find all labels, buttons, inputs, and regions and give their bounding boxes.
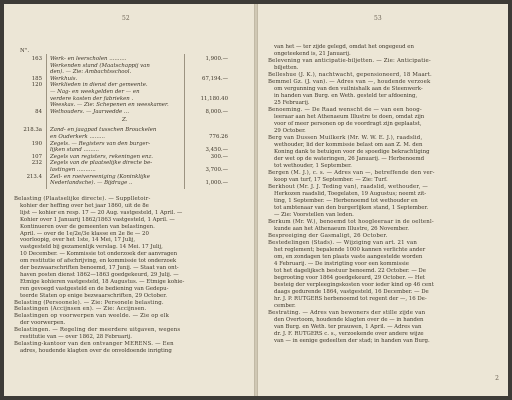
row-amount: 8,000.— [205, 108, 228, 115]
entry-line: vastgesteld bij gezamenlijk verslag. 14 Mei. 17 Julij, [20, 244, 163, 251]
page-number-left: 52 [122, 15, 130, 22]
entry-line: van het — ter zijde gelegd, omdat het ongegeud en [274, 44, 414, 50]
entry-line: Kontinueren over de gemeenten van belastingen. [20, 223, 155, 230]
entry-line: besteig der verpleegingskosten voor ieder kind op 46 cent [274, 282, 434, 288]
entry-line: haven posten dienst 1862—1863 goedgekeurd, 29 Julij. — [20, 271, 179, 278]
entry-line: Belasting-kantoor van den ontvanger MERENS. — Een [14, 340, 174, 347]
entry-line: van — in eenige gedeelten der stad; in handen van Burg. [274, 338, 430, 344]
section-letter: Z. [122, 117, 128, 124]
entry-line: Bemmel Gz. (J. van). — Adres van —, houdende verzoek [268, 79, 431, 85]
entry-line: ongeteekend is, 21 Januarij. [274, 51, 351, 57]
row-amount: 776.26 [209, 134, 228, 140]
entry-line: Belastingen (Accijnsen en). — Zie: Accijnsen. [14, 306, 147, 313]
entry-line: wethouder, lid der kommissie belast om aan Z. M. den [274, 142, 423, 148]
left-page [4, 4, 254, 396]
row-description: lastingen ........... [50, 167, 96, 173]
entry-line: Herkozen raadslid, Toegelaten, 19 Augustus; neemt zit- [274, 191, 427, 197]
entry-line: 29 October. [274, 128, 306, 134]
row-description: den). — Zie: Ambachtsschool. [50, 69, 132, 76]
row-description: Werkhuis. [50, 75, 78, 82]
entry-line: kohier der heffing over het jaar 1860, uit de 8e [20, 202, 149, 209]
entry-line: Berkum (Mr. W.), benoemd tot hoogleeraar in de oeltenl- [268, 219, 434, 225]
row-amount: 300.— [210, 153, 228, 160]
row-description: Weeskas. — Zie: Schepenen en weeskamer. [50, 102, 169, 109]
entry-line: Berg van Dussen Muilkerk (Mr. W. W. E. J.), raadslid, [268, 135, 423, 141]
entry-line: adres, houdende klagten over de onvoldoende inrigting [20, 347, 172, 354]
entry-line: Benoeming. — De Raad wenscht de — van een hoog- [268, 107, 422, 113]
row-number: 213.4 [26, 173, 42, 180]
entry-line: dr. J. F. RUTGERS c. s., verzoekende over andere wijze [274, 331, 424, 337]
entry-line: lijst — kohier en resp. 17 — 20 Aug. vastgesteld, 1 April. — [20, 209, 183, 216]
entry-line: Kohier over 1 Januarij 1862/1863 vastgesteld, 1 April. — [20, 216, 175, 223]
row-description: Zegels van de plaatselijke directe be- [50, 160, 153, 167]
row-amount: 3,700.— [205, 167, 228, 173]
entry-line: om, en zondagen ten plaats vaste aangestelde worden [274, 254, 423, 260]
entry-line: van Burg. en Weth. ter prauwen, 1 April. — Adres van [274, 324, 422, 330]
table-rule [184, 54, 185, 189]
entry-line: Belevening van anticipatie-biljetten. — Zie: Anticipatie- [268, 58, 431, 64]
book-spread [4, 4, 508, 396]
entry-line: het reglement; bepalende 1000 kannen verlichte ander [274, 247, 426, 253]
row-amount: 1,900.— [205, 56, 228, 62]
row-description: Zegels. — Registers van den burger- [50, 140, 151, 147]
entry-line: Bespreeiging der Gasmaligt, 26 October. [268, 233, 388, 239]
entry-line: ting, 1 September. — Herbenoemd tot wethouder en [274, 198, 418, 204]
entry-line: Belasting (Plaatselijke directe). — Supplletoir- [14, 196, 151, 202]
entry-line: tot wethouder, 1 September. [274, 163, 352, 169]
entry-line: in handen van Burg. en Weth. gesteld ter afdoening, [274, 93, 418, 99]
entry-line: Berkhout (Mr. J. J. Teding van), raadslid, wethouder, — [268, 184, 429, 190]
row-number: 84 [35, 108, 42, 115]
row-number: 120 [31, 82, 42, 89]
entry-line: April. — over de 1e/2e/3e klasse en 2e 8e — 20 [20, 230, 149, 237]
entry-line: biljetten. [274, 65, 299, 71]
entry-line: tot het dagelijksch bestuur benoemd. 22 October. — De [274, 268, 426, 274]
row-number: 107 [31, 153, 42, 160]
row-description: Zegels van registers, rekeningen enz. [50, 153, 153, 160]
row-description: Zand- en jaagpad tusschen Brouckelen [50, 127, 157, 134]
row-description: Werklieden in dienst der gemeente. [50, 82, 148, 89]
row-number: 218.3a [23, 127, 42, 134]
entry-line: 25 Februarij. [274, 100, 310, 106]
row-amount: 1,000.— [205, 180, 228, 187]
entry-line: cember. [274, 303, 296, 309]
entry-line: Bestedelingen (Stads). — Wijziging van art. 21 van [268, 240, 418, 246]
row-amount: 3,450.— [205, 147, 228, 154]
row-description: en Ouderkerk ......... [50, 134, 105, 140]
entry-line: om restitutie of afschrijving, en kommissie tot onderzoek [20, 258, 177, 265]
row-description: Zeil- en roeivereeniging (Koninklijke [50, 173, 150, 180]
entry-line: Koning dank te betuigen voor de spoedige bekrachtiging [274, 149, 430, 155]
entry-line: restitutie van — over 1862, 28 Februarij. [20, 334, 132, 340]
row-description: Werkenden stand (Maatschappij van [50, 62, 150, 69]
row-description: Wethouders. — Jaarwedde ... [50, 108, 130, 115]
entry-line: Belleshue (J. K.), nachtwacht, gepensioneerd, 18 Maart. [268, 72, 432, 78]
no-column-header: N°. [20, 48, 30, 54]
row-number: 185 [31, 75, 42, 82]
entry-line: — Zie: Voorstellen van leden. [274, 212, 354, 218]
entry-line: 4 Februarij. — De instrigting voor een kommissie [274, 261, 409, 267]
entry-line: voor of meer personen op de voordragt zijn geplaatst, [274, 121, 422, 127]
entry-line: Belastingen. — Regeling der meerdere uitgaven, wegens [14, 327, 181, 334]
entry-line: 10 December. — Kommissie tot onderzoek der aanvragen [20, 251, 178, 258]
table-rule [46, 54, 47, 189]
entry-line: der voorwerpen. [20, 320, 66, 327]
row-description: verdere kosten der fabrieken . [50, 95, 134, 102]
row-description: Nederlandsche). — Bijdrage .. [50, 180, 133, 187]
entry-line: Bergen (M. J.), c. s. — Adres van —, betreffende den ver- [268, 170, 435, 176]
entry-line: kunde aan het Athenaeum Illustre, 26 November. [274, 226, 409, 232]
page-number-right: 53 [374, 15, 382, 22]
entry-line: voorloopig, over het 1ste, 14 Mei, 17 Julij, [20, 237, 136, 244]
entry-line: ren gevoegd vastgesteld en de bediening van Gedepu- [20, 285, 169, 292]
row-description: Werk- en leerscholen .......... [50, 56, 127, 62]
row-amount: 11,180.40 [200, 95, 228, 102]
row-amount: 67,194.— [202, 75, 228, 82]
row-description: — Nag- en weekgelden der — en [50, 89, 140, 95]
entry-line: tot ambtenaar van den burgerlijken stand, 1 September. [274, 205, 429, 211]
row-number: 232 [31, 160, 42, 167]
right-page [258, 4, 508, 396]
row-description: lijken stand ......... [50, 147, 99, 154]
entry-line: hr. J. P. RUTGERS herbenoemd tot regent der —, 16 De- [274, 296, 427, 302]
entry-line: der wet op de wateringen, 26 Januarij. — Herbenoemd [274, 156, 425, 162]
entry-line: leeraar aan het Athenaeum Illustre te doen, omdat zijn [274, 114, 425, 120]
entry-line: Belastingen op voorwerpen van weelde. — Zie op elk [14, 313, 170, 320]
entry-line: daags gedurende 1864, vastgesteld, 16 December. — De [274, 289, 429, 295]
entry-line: om vergunning van den vuilnishalk aan de Steenwerk- [274, 86, 423, 92]
entry-line: der bezwaarschriften benoemd, 17 Junij. — Staat van ont- [20, 265, 179, 271]
entry-line: koop van turf, 17 September. — Zie: Turf. [274, 177, 388, 183]
row-number: 190 [31, 140, 42, 147]
row-number: 163 [31, 56, 42, 62]
entry-line: Belasting (Persoonele). — Zie: Personele belasting. [14, 299, 164, 306]
entry-line: begrooting voor 1864 goedgekeurd, 29 October. — Het [274, 275, 425, 281]
entry-line: Etmige kohieren vastgesteld, 18 Augustus. — Etmige kohie- [20, 278, 185, 285]
entry-line: Bestrating. — Adres van bewoners der stille zijde van [268, 310, 426, 316]
entry-line: teerde Staten op enige bezwaarschriften, 29 October. [20, 292, 167, 299]
footer-number: 2 [495, 375, 499, 382]
entry-line: den Overtoom, houdende klagten over de — in handen [274, 317, 424, 323]
